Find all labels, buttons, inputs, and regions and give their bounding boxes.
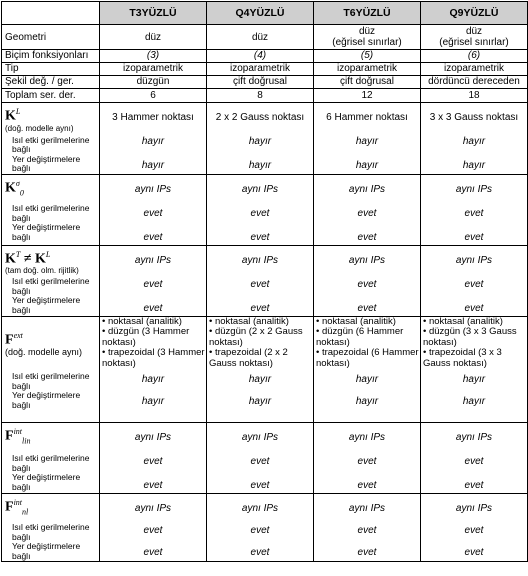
cell-value: evet [143,546,163,558]
bullet-item: • trapezoidal (2 x 2 Gauss noktası) [209,347,288,369]
cell-value: 18 [421,89,528,103]
cell-value: evet [464,479,484,491]
block-cell [421,103,528,175]
block-cell [207,103,314,175]
cell-value: (5) [314,50,421,63]
cell-value: hayır [355,396,379,408]
cell-value: 8 [207,89,314,103]
block-cell [421,174,528,245]
isil-label: Isıl etki gerilmelerine bağlı [12,522,90,542]
cell-value: düz [207,25,314,50]
cell-value: evet [250,546,270,558]
cell-value: 6 Hammer noktası [326,112,408,123]
bullet-item: • trapezoidal (6 Hammer noktası) [316,347,419,369]
cell-value: aynı IPs [455,183,493,195]
vector-symbol: $F^{ext}$ [5,330,23,348]
cell-value: düz (eğrisel sınırlar) [314,25,421,50]
block-cell [314,103,421,175]
block-label [2,174,100,245]
bullet-item: • düzgün (6 Hammer noktası) [316,326,404,348]
cell-value: evet [357,546,377,558]
block-label [2,245,100,316]
block-k0 [2,174,528,245]
row-bicim [2,50,528,63]
header-t6: T6YÜZLÜ [314,2,421,25]
yer-label: Yer değiştirmelere bağlı [12,153,81,174]
isil-label: Isıl etki gerilmelerine bağlı [12,276,90,296]
cell-value: evet [143,278,163,290]
isil-label: Isıl etki gerilmelerine bağlı [12,203,90,223]
bullet-item: • noktasal (analitik) [316,316,396,327]
cell-value: evet [464,524,484,536]
vector-symbol: $F^{int}_{nl}$ [5,497,29,517]
cell-value: evet [357,302,377,314]
cell-value: aynı IPs [348,183,386,195]
cell-value: çift doğrusal [207,76,314,89]
matrix-symbol: $K^T \ne K^L$ [5,249,51,267]
cell-value: aynı IPs [455,254,493,266]
cell-value: (6) [421,50,528,63]
bullet-item: • trapezoidal (3 x 3 Gauss noktası) [423,347,502,369]
cell-value: aynı IPs [348,502,386,514]
cell-value: 3 Hammer noktası [112,112,194,123]
cell-value: aynı IPs [241,502,279,514]
yer-label: Yer değiştirmelere bağlı [12,222,81,242]
header-q9: Q9YÜZLÜ [421,2,528,25]
cell-value: evet [250,278,270,290]
block-cell [421,245,528,316]
matrix-symbol: $K^L$ [5,107,21,124]
isil-label: Isıl etki gerilmelerine bağlı [12,453,90,473]
cell-value: hayır [248,374,272,386]
block-cell [100,245,207,316]
cell-value: hayır [248,160,272,171]
cell-value: evet [143,231,163,243]
block-label [2,103,100,175]
cell-value: hayır [355,374,379,386]
block-label [2,493,100,561]
cell-value: evet [143,479,163,491]
yer-label: Yer değiştirmelere bağlı [12,390,81,410]
cell-value: evet [250,207,270,219]
cell-value: dördüncü dereceden [421,76,528,89]
cell-value: hayır [141,396,165,408]
cell-value: hayır [355,160,379,171]
cell-value: hayır [141,160,165,171]
block-cell [100,174,207,245]
block-cell [314,493,421,561]
cell-value: 2 x 2 Gauss noktası [215,112,305,123]
cell-value: izoparametrik [314,63,421,76]
cell-value: 6 [100,89,207,103]
block-cell [207,493,314,561]
cell-value: hayır [141,136,165,147]
matrix-symbol: $K^\sigma_0$ [5,178,24,198]
block-sublabel: (tam doğ. olm. rijitlik) [5,266,79,276]
bullet-item: • noktasal (analitik) [423,316,503,327]
cell-value: hayır [462,160,486,171]
bullet-item: • düzgün (3 Hammer noktası) [102,326,190,348]
block-cell [207,316,314,422]
vector-symbol: $F^{int}_{lin}$ [5,426,31,446]
cell-value: hayır [462,374,486,386]
cell-value: (4) [207,50,314,63]
row-label: Şekil değ. / ger. [2,76,100,89]
block-cell [100,316,207,422]
cell-value: aynı IPs [455,502,493,514]
block-fnl [2,493,528,561]
cell-value: hayır [248,136,272,147]
cell-value: evet [357,231,377,243]
block-label [2,316,100,422]
bullet-item: • düzgün (3 x 3 Gauss noktası) [423,326,517,348]
cell-value: evet [250,231,270,243]
yer-label: Yer değiştirmelere bağlı [12,541,81,561]
row-label: Biçim fonksiyonları [2,50,100,63]
cell-value: evet [357,278,377,290]
row-label: Tip [2,63,100,76]
cell-value: evet [250,479,270,491]
cell-value: evet [250,302,270,314]
cell-value: evet [357,524,377,536]
cell-value: evet [464,546,484,558]
cell-value: evet [464,455,484,467]
block-cell [421,316,528,422]
block-cell [100,493,207,561]
cell-value: evet [464,231,484,243]
block-cell [207,245,314,316]
bullet-item: • düzgün (2 x 2 Gauss noktası) [209,326,303,348]
cell-value: 12 [314,89,421,103]
cell-value: hayır [141,374,165,386]
block-cell [421,422,528,493]
block-cell [100,103,207,175]
isil-label: Isıl etki gerilmelerine bağlı [12,134,90,155]
cell-value: evet [464,207,484,219]
cell-value: aynı IPs [241,183,279,195]
cell-value: (3) [100,50,207,63]
block-label [2,422,100,493]
row-geometri [2,25,528,50]
block-cell [314,422,421,493]
header-row [2,2,528,25]
cell-value: hayır [248,396,272,408]
cell-value: 3 x 3 Gauss noktası [429,112,519,123]
cell-value: izoparametrik [207,63,314,76]
header-t3: T3YÜZLÜ [100,2,207,25]
cell-value: aynı IPs [241,431,279,443]
row-label: Geometri [2,25,100,50]
cell-value: aynı IPs [241,254,279,266]
cell-value: aynı IPs [348,254,386,266]
block-cell [314,316,421,422]
cell-value: evet [357,207,377,219]
block-cell [207,422,314,493]
cell-value: izoparametrik [421,63,528,76]
block-flin [2,422,528,493]
cell-value: evet [357,479,377,491]
block-sublabel: (doğ. modelle aynı) [5,123,74,133]
block-cell [314,245,421,316]
block-cell [207,174,314,245]
cell-value: aynı IPs [455,431,493,443]
yer-label: Yer değiştirmelere bağlı [12,472,81,492]
header-q4: Q4YÜZLÜ [207,2,314,25]
bullet-item: • noktasal (analitik) [102,316,182,327]
header-empty [2,2,100,25]
cell-value: hayır [462,396,486,408]
row-tip [2,63,528,76]
block-cell [421,493,528,561]
cell-value: evet [250,455,270,467]
cell-value: evet [143,302,163,314]
block-kl [2,103,528,175]
cell-value: evet [464,302,484,314]
block-kt [2,245,528,316]
cell-value: hayır [462,136,486,147]
yer-label: Yer değiştirmelere bağlı [12,295,81,315]
element-comparison-table [1,1,528,562]
cell-value: izoparametrik [100,63,207,76]
cell-value: düz [100,25,207,50]
row-sekil [2,76,528,89]
bullet-item: • noktasal (analitik) [209,316,289,327]
cell-value: aynı IPs [134,254,172,266]
cell-value: evet [143,455,163,467]
cell-value: aynı IPs [348,431,386,443]
isil-label: Isıl etki gerilmelerine bağlı [12,371,90,391]
cell-value: evet [143,524,163,536]
cell-value: aynı IPs [134,183,172,195]
row-label: Toplam ser. der. [2,89,100,103]
cell-value: aynı IPs [134,502,172,514]
block-fext [2,316,528,422]
cell-value: aynı IPs [134,431,172,443]
row-toplam [2,89,528,103]
block-cell [314,174,421,245]
cell-value: evet [250,524,270,536]
cell-value: evet [464,278,484,290]
cell-value: evet [143,207,163,219]
cell-value: düz (eğrisel sınırlar) [421,25,528,50]
cell-value: çift doğrusal [314,76,421,89]
bullet-item: • trapezoidal (3 Hammer noktası) [102,347,205,369]
cell-value: düzgün [100,76,207,89]
block-sublabel: (doğ. modelle aynı) [5,347,83,358]
cell-value: hayır [355,136,379,147]
cell-value: evet [357,455,377,467]
block-cell [100,422,207,493]
